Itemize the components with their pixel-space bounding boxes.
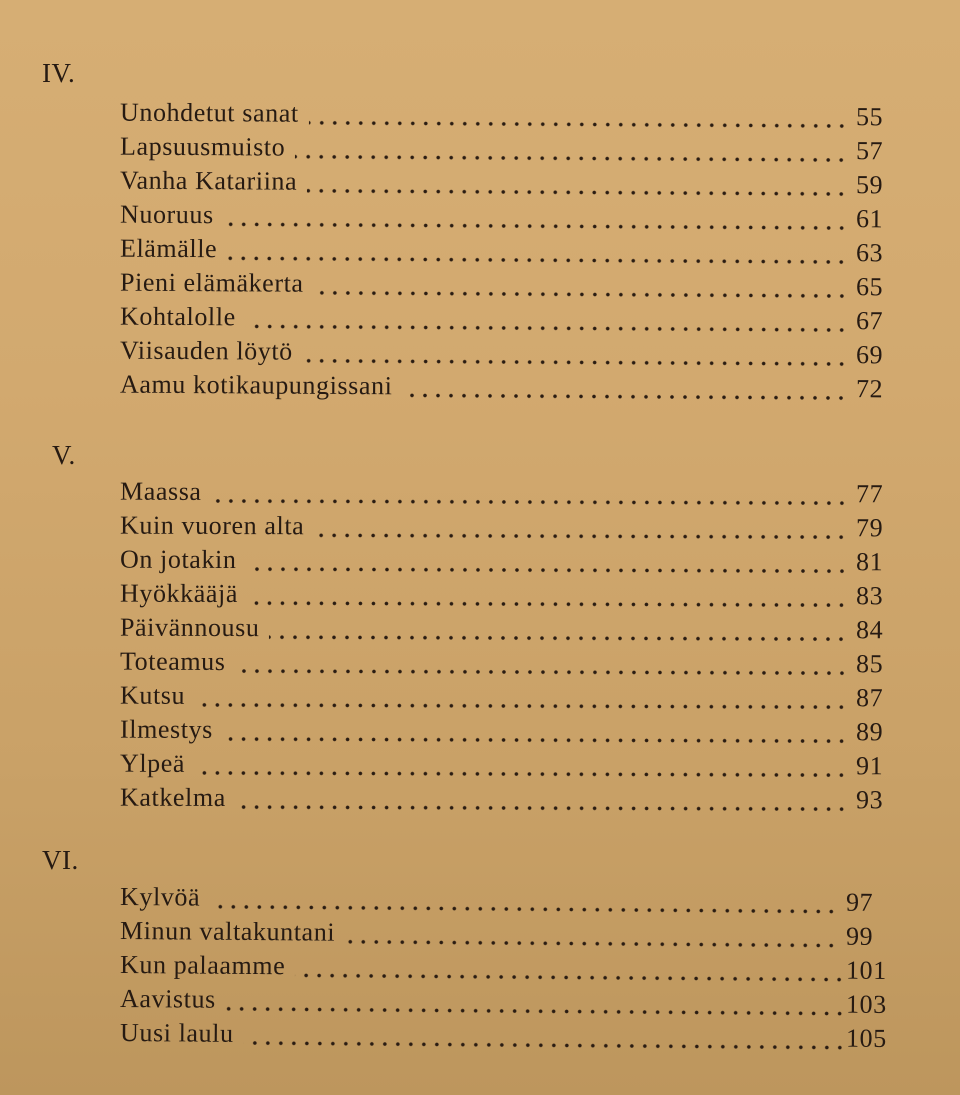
entry-title: Katkelma [119, 782, 226, 813]
entry-page: 105 [845, 1023, 887, 1053]
entry-page: 79 [855, 513, 884, 543]
toc-entry [120, 647, 900, 684]
dot-leader [246, 567, 848, 573]
entry-title: Aavistus [119, 983, 216, 1014]
dot-leader [314, 533, 848, 539]
entry-title: Kohtalolle [119, 301, 236, 332]
dot-leader [224, 222, 848, 230]
dot-leader [402, 393, 848, 400]
entry-page: 77 [855, 479, 884, 509]
entry-title: Toteamus [119, 646, 226, 677]
entry-page: 63 [855, 238, 884, 268]
toc-entry [120, 336, 900, 375]
toc-entry [120, 302, 900, 341]
dot-leader [223, 737, 848, 743]
entry-page: 83 [855, 581, 884, 611]
entry-page: 65 [855, 272, 884, 302]
entry-page: 93 [855, 785, 884, 815]
entry-page: 67 [855, 306, 884, 336]
dot-leader [295, 155, 848, 162]
entry-title: Viisauden löytö [119, 335, 293, 366]
toc-entry [120, 98, 900, 137]
section-numeral-v: V. [52, 440, 76, 470]
entry-title: Elämälle [119, 233, 218, 264]
entry-title: Uusi laulu [119, 1017, 234, 1048]
entry-title: Pieni elämäkerta [119, 267, 304, 298]
dot-leader [269, 635, 848, 641]
toc-entry [120, 783, 900, 820]
entry-title: Kutsu [119, 680, 186, 710]
dot-leader [244, 1041, 846, 1050]
toc-entry [120, 579, 900, 616]
entry-page: 72 [855, 374, 884, 404]
dot-leader [235, 669, 847, 675]
toc-entry [120, 166, 900, 205]
entry-page: 103 [845, 989, 887, 1019]
toc-entry [120, 749, 900, 786]
entry-title: On jotakin [119, 544, 237, 575]
entry-page: 87 [855, 683, 884, 713]
dot-leader [210, 905, 838, 914]
entry-title: Ilmestys [119, 714, 213, 744]
dot-leader [246, 324, 848, 332]
entry-page: 81 [855, 547, 884, 577]
dot-leader [195, 771, 848, 777]
toc-entry [120, 477, 900, 514]
dot-leader [307, 189, 848, 196]
entry-title: Vanha Katariina [119, 165, 298, 196]
dot-leader [303, 359, 848, 366]
toc-entry [120, 545, 900, 582]
entry-page: 84 [855, 615, 884, 645]
entry-page: 89 [855, 717, 884, 747]
entry-title: Kuin vuoren alta [119, 510, 305, 541]
entry-title: Lapsuusmuisto [119, 131, 286, 162]
dot-leader [309, 121, 848, 128]
entry-page: 61 [855, 204, 884, 234]
toc-entry [120, 268, 900, 307]
entry-page: 55 [855, 102, 884, 132]
entry-title: Maassa [119, 476, 202, 506]
dot-leader [226, 1007, 846, 1016]
entry-title: Minun valtakuntani [119, 915, 336, 947]
toc-entry [120, 681, 900, 718]
toc-entry [120, 613, 900, 650]
toc-entry [120, 1018, 890, 1058]
dot-leader [248, 601, 848, 607]
entry-title: Hyökkääjä [119, 578, 239, 609]
entry-page: 97 [845, 887, 874, 917]
entry-page: 59 [855, 170, 884, 200]
toc-entry [120, 715, 900, 752]
section-numeral-vi: VI. [42, 845, 79, 875]
dot-leader [236, 805, 848, 811]
toc-entry [120, 234, 900, 273]
dot-leader [345, 940, 838, 948]
entry-page: 101 [845, 955, 887, 985]
dot-leader [295, 973, 846, 981]
entry-title: Kylvöä [119, 881, 201, 912]
dot-leader [195, 703, 848, 709]
entry-page: 57 [855, 136, 884, 166]
entry-title: Päivännousu [119, 612, 260, 643]
dot-leader [212, 499, 848, 505]
entry-page: 69 [855, 340, 884, 370]
dot-leader [227, 256, 848, 264]
toc-entry [120, 200, 900, 239]
entry-page: 99 [845, 921, 874, 951]
dot-leader [314, 291, 848, 298]
entry-page: 91 [855, 751, 884, 781]
toc-entry [120, 511, 900, 548]
entry-title: Aamu kotikaupungissani [119, 369, 393, 401]
section-numeral-iv: IV. [42, 58, 76, 88]
entry-title: Kun palaamme [119, 949, 286, 981]
toc-entry [120, 370, 900, 409]
entry-title: Ylpeä [119, 748, 186, 778]
entry-page: 85 [855, 649, 884, 679]
toc-entry [120, 132, 900, 171]
entry-title: Unohdetut sanat [119, 97, 299, 128]
entry-title: Nuoruus [119, 199, 214, 230]
